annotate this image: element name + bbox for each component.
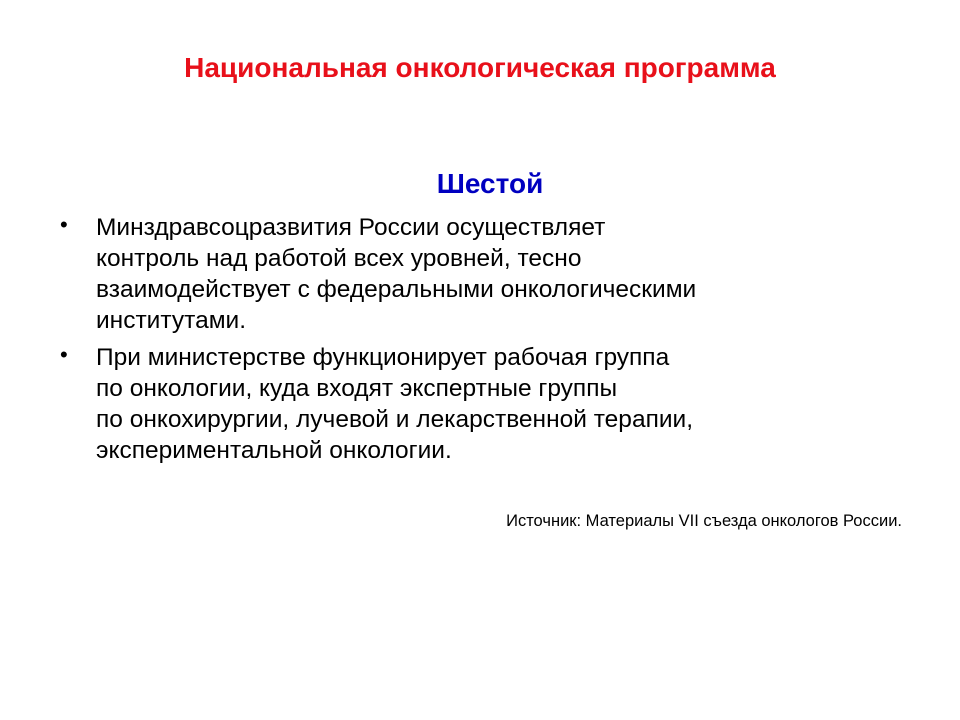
bullet-text-line: При министерстве функционирует рабочая группа <box>96 344 670 371</box>
bullet-dot-icon: • <box>60 212 68 237</box>
bullet-text-line: по онкохирургии, лучевой и лекарственной терапии, <box>96 406 694 433</box>
bullet-text-line: Минздравсоцразвития России осуществляет <box>96 214 606 241</box>
bullet-text-line: экспериментальной онкологии. <box>96 437 452 464</box>
bullet-text-line: институтами. <box>96 307 247 334</box>
bullet-list <box>60 212 920 472</box>
bullet-item <box>60 212 920 336</box>
bullet-text-line: взаимодействует с федеральными онкологическими <box>96 276 697 303</box>
slide-subtitle: Шестой <box>436 168 544 199</box>
slide-title: Национальная онкологическая программа <box>184 52 776 83</box>
source-note: Источник: Материалы VII съезда онкологов России. <box>506 512 902 530</box>
bullet-text-line: контроль над работой всех уровней, тесно <box>96 245 582 272</box>
bullet-text-line: по онкологии, куда входят экспертные группы <box>96 375 618 402</box>
bullet-item <box>60 342 920 466</box>
bullet-dot-icon: • <box>60 342 68 367</box>
